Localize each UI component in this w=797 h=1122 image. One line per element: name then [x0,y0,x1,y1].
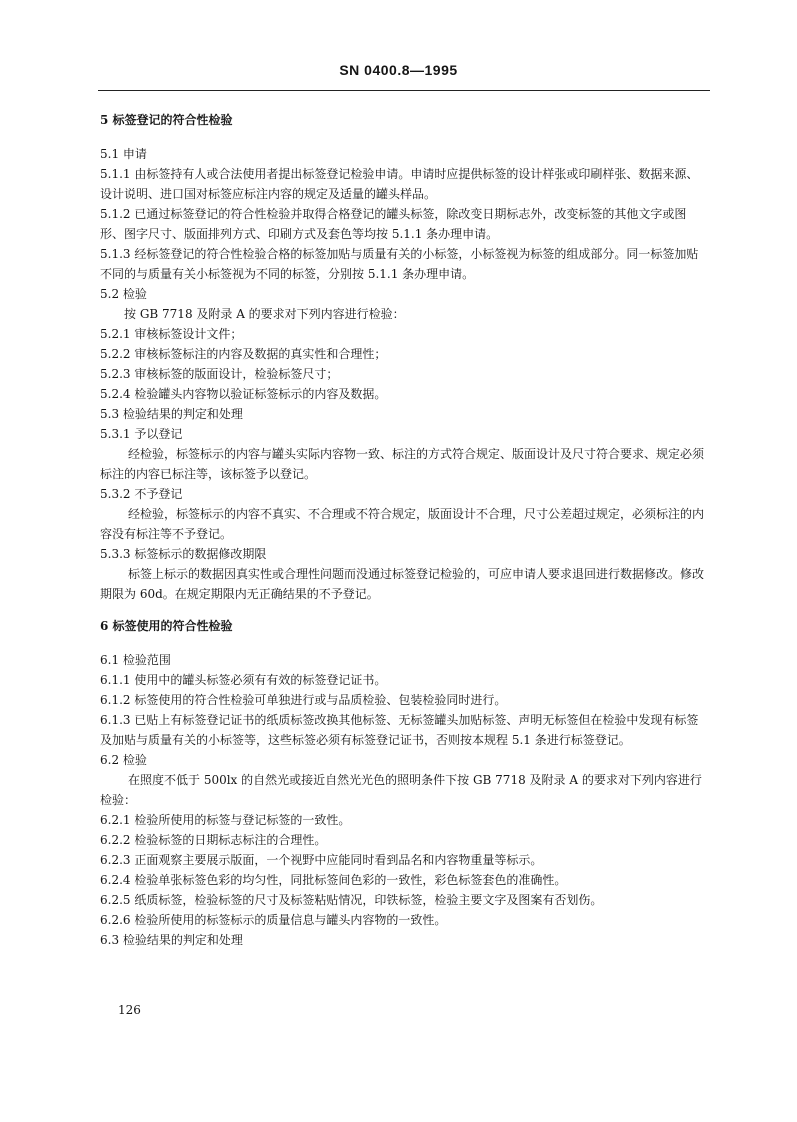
section-6-heading: 6 标签使用的符合性检验 [100,619,233,633]
clause-6-2-6: 6.2.6 检验所使用的标签标示的质量信息与罐头内容物的一致性。 [100,913,447,927]
clause-5-1-2: 5.1.2 已通过标签登记的符合性检验并取得合格登记的罐头标签，除改变日期标志外，改变标签的其他文字或图形、图字尺寸、版面排列方式、印刷方式及套色等均按 5.1.1 条办理申请。 [100,207,687,241]
clause-5-3-2-text: 经检验，标签标示的内容不真实、不合理或不符合规定，版面设计不合理，尺寸公差超过规定，必须标注的内容没有标注等不予登记。 [100,507,705,541]
clause-6-2-2: 6.2.2 检验标签的日期标志标注的合理性。 [100,833,327,847]
clause-5-1-1: 5.1.1 由标签持有人或合法使用者提出标签登记检验申请。申请时应提供标签的设计样张或印刷样张、数据来源、设计说明、进口国对标签应标注内容的规定及适量的罐头样品。 [100,167,699,201]
clause-6-2-5: 6.2.5 纸质标签，检验标签的尺寸及标签粘贴情况，印铁标签，检验主要文字及图案有否划伤。 [100,893,603,907]
clause-5-1-3: 5.1.3 经标签登记的符合性检验合格的标签加贴与质量有关的小标签，小标签视为标签的组成部分。同一标签加贴不同的与质量有关小标签视为不同的标签，分别按 5.1.1 条办理申请。 [100,247,699,281]
clause-5-3-3-heading: 5.3.3 标签标示的数据修改期限 [100,547,267,561]
clause-5-3-1-heading: 5.3.1 予以登记 [100,427,183,441]
subsection-5-1-heading: 5.1 申请 [100,147,147,161]
clause-6-2-intro: 在照度不低于 500lx 的自然光或接近自然光光色的照明条件下按 GB 7718 及附录 A 的要求对下列内容进行检验： [100,773,702,807]
clause-5-3-3-text: 标签上标示的数据因真实性或合理性问题而没通过标签登记检验的，可应申请人要求退回进行数据修改。修改期限为 60d。在规定期限内无正确结果的不予登记。 [100,567,705,601]
page-number: 126 [118,1003,141,1017]
clause-5-3-1-text: 经检验，标签标示的内容与罐头实际内容物一致、标注的方式符合规定、版面设计及尺寸符合要求、规定必须标注的内容已标注等，该标签予以登记。 [100,447,705,481]
clause-6-1-1: 6.1.1 使用中的罐头标签必须有有效的标签登记证书。 [100,673,387,687]
clause-5-2-intro: 按 GB 7718 及附录 A 的要求对下列内容进行检验： [124,307,405,321]
subsection-6-1-heading: 6.1 检验范围 [100,653,171,667]
subsection-5-2-heading: 5.2 检验 [100,287,147,301]
clause-6-2-4: 6.2.4 检验单张标签色彩的均匀性，同批标签间色彩的一致性，彩色标签套色的准确性。 [100,873,567,887]
clause-6-1-3: 6.1.3 已贴上有标签登记证书的纸质标签改换其他标签、无标签罐头加贴标签、声明无标签但在检验中发现有标签及加贴与质量有关的小标签等，这些标签必须有标签登记证书，否则按本规程 5.1 条进行标签登记。 [100,713,699,747]
document-body [100,110,708,950]
subsection-6-2-heading: 6.2 检验 [100,753,147,767]
clause-5-2-4: 5.2.4 检验罐头内容物以验证标签标示的内容及数据。 [100,387,387,401]
subsection-5-3-heading: 5.3 检验结果的判定和处理 [100,407,243,421]
clause-5-2-3: 5.2.3 审核标签的版面设计，检验标签尺寸； [100,367,339,381]
header-rule [98,90,710,91]
clause-6-2-1: 6.2.1 检验所使用的标签与登记标签的一致性。 [100,813,351,827]
clause-6-1-2: 6.1.2 标签使用的符合性检验可单独进行或与品质检验、包装检验同时进行。 [100,693,507,707]
clause-5-2-2: 5.2.2 审核标签标注的内容及数据的真实性和合理性； [100,347,387,361]
standard-number-header: SN 0400.8—1995 [339,62,458,78]
clause-6-2-3: 6.2.3 正面观察主要展示版面，一个视野中应能同时看到品名和内容物重量等标示。 [100,853,543,867]
clause-5-3-2-heading: 5.3.2 不予登记 [100,487,183,501]
subsection-6-3-heading: 6.3 检验结果的判定和处理 [100,933,243,947]
clause-5-2-1: 5.2.1 审核标签设计文件； [100,327,243,341]
section-5-heading: 5 标签登记的符合性检验 [100,113,233,127]
